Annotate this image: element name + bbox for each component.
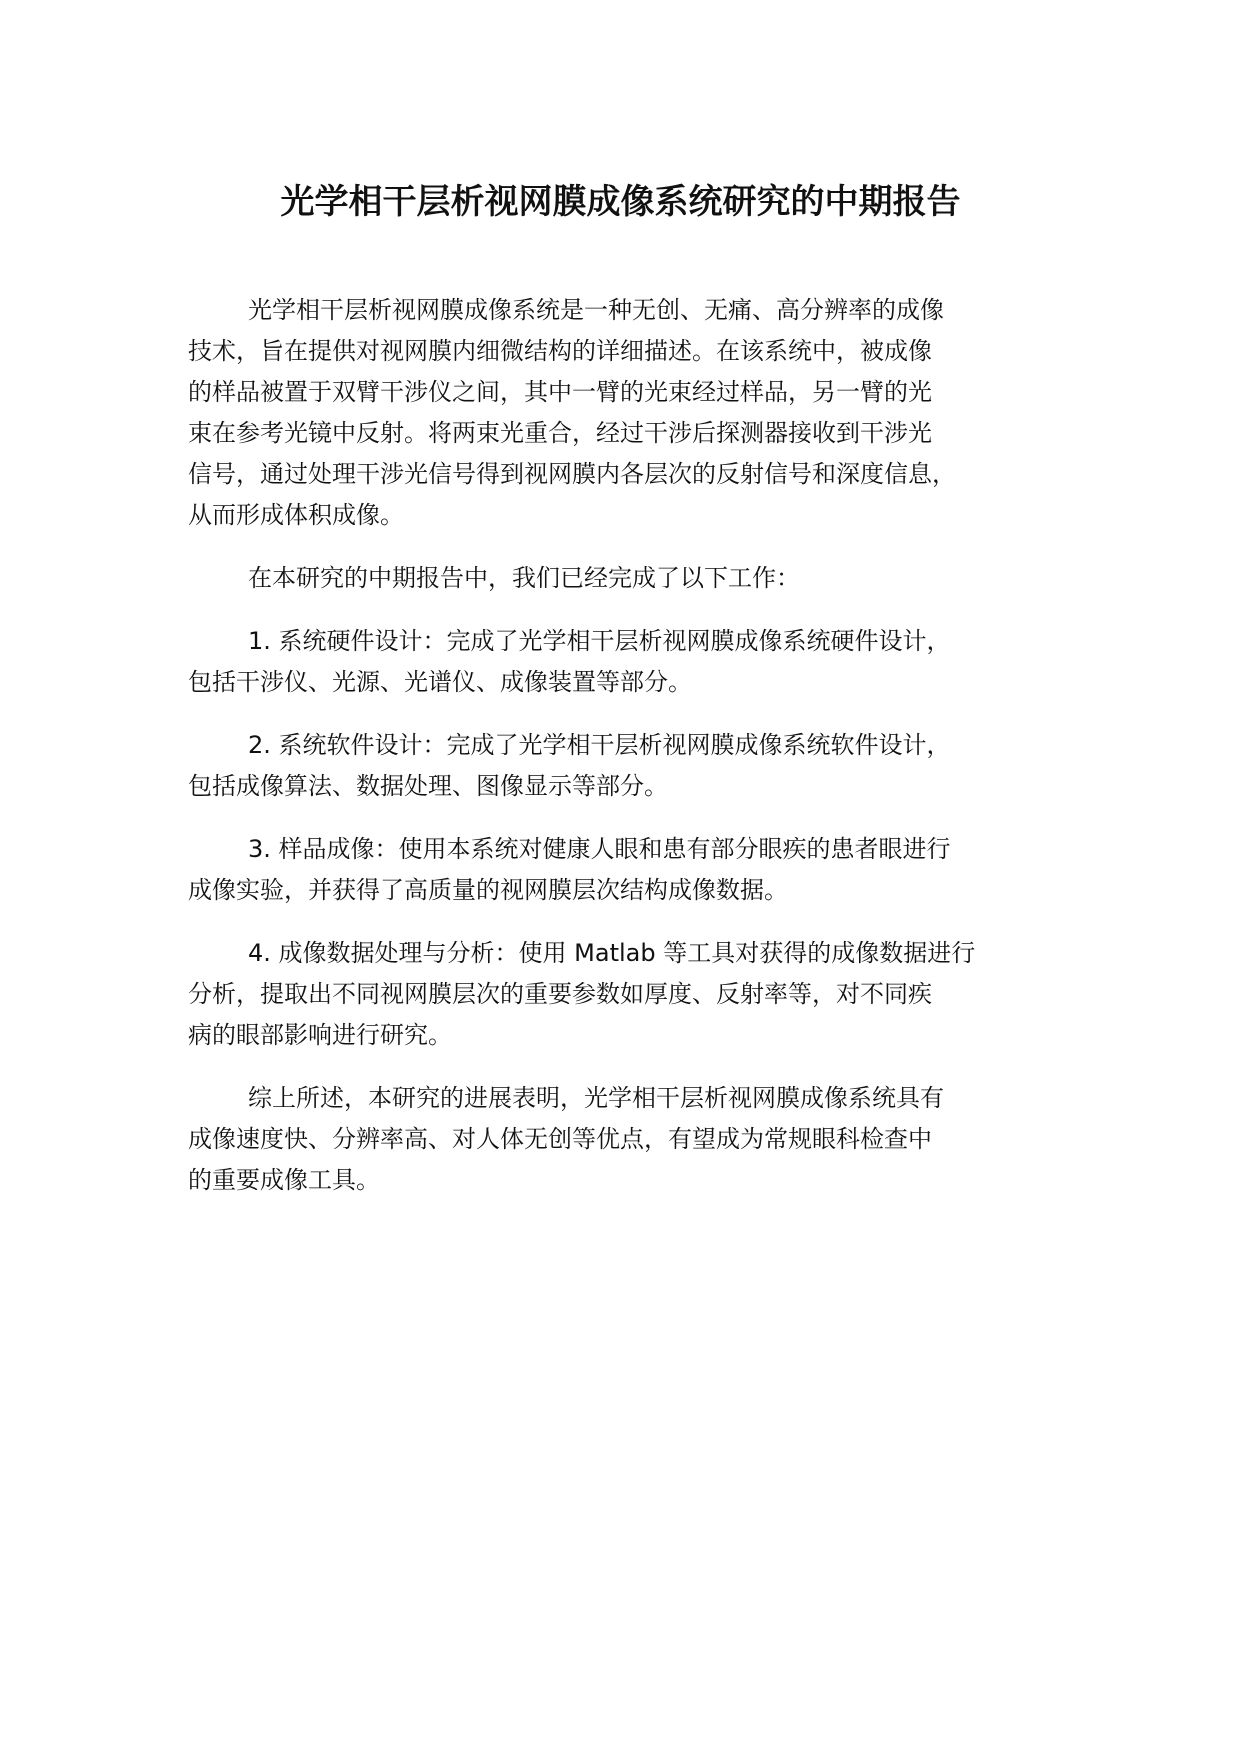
text-line: 病的眼部影响进行研究。 [188,1021,452,1049]
paragraph-conclusion [188,1078,1078,1201]
text-line: 分析，提取出不同视网膜层次的重要参数如厚度、反射率等，对不同疾 [188,980,932,1008]
paragraph-item-4 [188,933,1078,1056]
paragraph-item-3 [188,829,1078,911]
text-line: 1. 系统硬件设计：完成了光学相干层析视网膜成像系统硬件设计， [248,627,951,655]
text-line: 4. 成像数据处理与分析：使用 Matlab 等工具对获得的成像数据进行 [248,939,976,967]
text-line: 成像速度快、分辨率高、对人体无创等优点，有望成为常规眼科检查中 [188,1125,932,1153]
text-line: 技术，旨在提供对视网膜内细微结构的详细描述。在该系统中，被成像 [188,337,932,365]
paragraph-intro [188,290,1078,536]
paragraph-progress-intro [188,558,1078,599]
text-line: 的样品被置于双臂干涉仪之间，其中一臂的光束经过样品，另一臂的光 [188,378,932,406]
text-line: 在本研究的中期报告中，我们已经完成了以下工作： [248,564,800,592]
text-line: 成像实验，并获得了高质量的视网膜层次结构成像数据。 [188,876,788,904]
document-title: 光学相干层析视网膜成像系统研究的中期报告 [280,182,961,222]
text-line: 2. 系统软件设计：完成了光学相干层析视网膜成像系统软件设计， [248,731,951,759]
text-line: 3. 样品成像：使用本系统对健康人眼和患有部分眼疾的患者眼进行 [248,835,951,863]
text-line: 包括成像算法、数据处理、图像显示等部分。 [188,772,668,800]
text-line: 包括干涉仪、光源、光谱仪、成像装置等部分。 [188,668,692,696]
text-line: 从而形成体积成像。 [188,501,404,529]
paragraph-item-2 [188,725,1078,807]
text-line: 光学相干层析视网膜成像系统是一种无创、无痛、高分辨率的成像 [248,296,944,324]
text-line: 的重要成像工具。 [188,1166,380,1194]
document-body [188,290,1078,1223]
paragraph-item-1 [188,621,1078,703]
text-line: 综上所述，本研究的进展表明，光学相干层析视网膜成像系统具有 [248,1084,944,1112]
text-line: 信号，通过处理干涉光信号得到视网膜内各层次的反射信号和深度信息， [188,460,956,488]
text-line: 束在参考光镜中反射。将两束光重合，经过干涉后探测器接收到干涉光 [188,419,932,447]
